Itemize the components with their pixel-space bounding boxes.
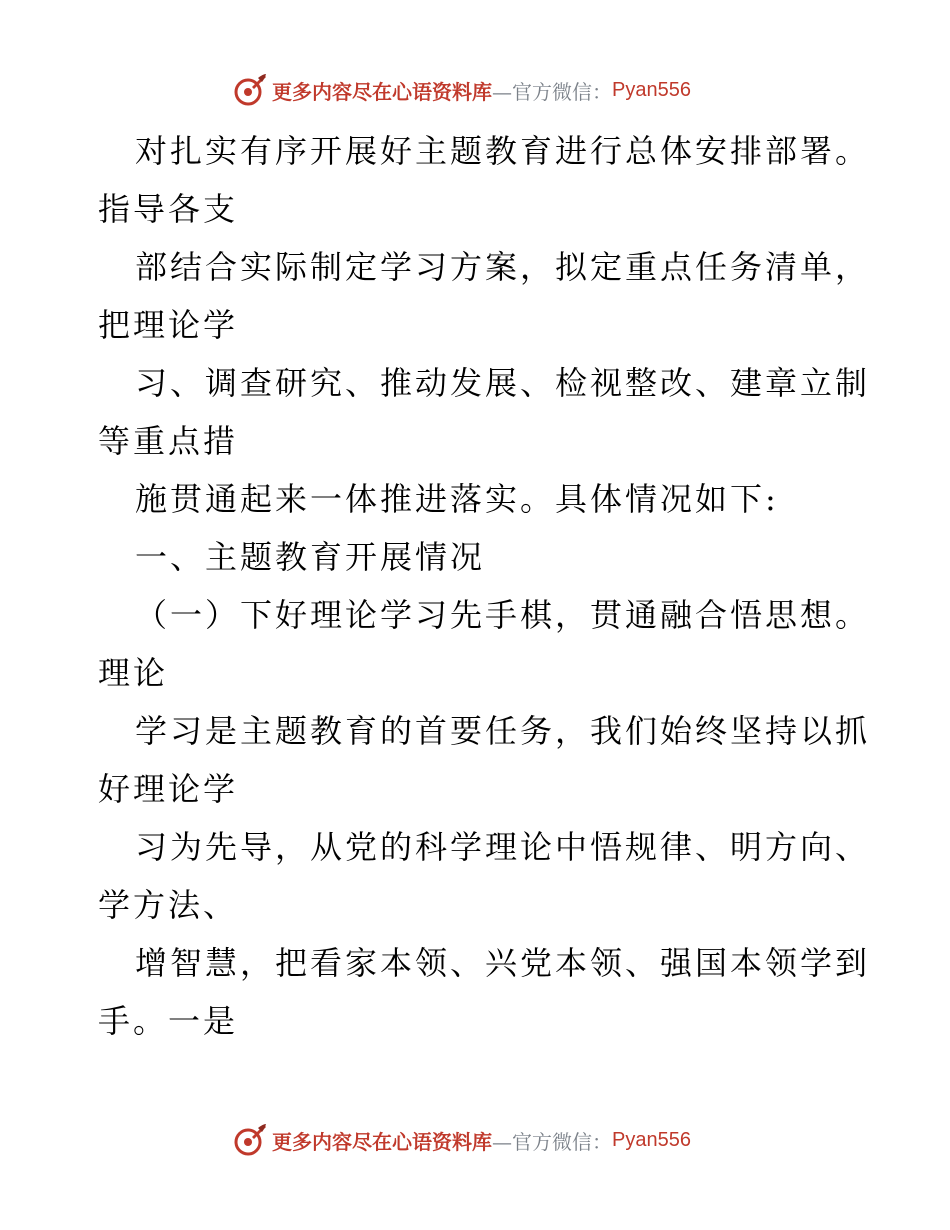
text-line: 部结合实际制定学习方案，拟定重点任务清单，: [135, 248, 871, 286]
text-line: 等重点措: [98, 422, 239, 460]
text-line: 手。一是: [98, 1002, 239, 1040]
watermark-contact-label: —官方微信：: [492, 79, 612, 104]
text-line: 对扎实有序开展好主题教育进行总体安排部署。: [135, 132, 871, 170]
text-line: 指导各支: [98, 190, 239, 228]
text-line: 好理论学: [98, 770, 239, 808]
text-line: 施贯通起来一体推进落实。具体情况如下:: [135, 480, 779, 518]
text-line: 学方法、: [98, 886, 239, 924]
text-line: 习为先导，从党的科学理论中悟规律、明方向、: [135, 828, 871, 866]
document-body: [98, 122, 898, 1050]
watermark-contact-label: —官方微信：: [492, 1129, 612, 1154]
watermark-wechat-id: Pyan556: [612, 78, 691, 101]
text-line: 把理论学: [98, 306, 239, 344]
subsection-heading: （一）下好理论学习先手棋，贯通融合悟思想。: [135, 596, 871, 634]
footer-watermark: [232, 1120, 732, 1160]
pen-nib-circle-icon: [232, 72, 268, 108]
watermark-wechat-id: Pyan556: [612, 1128, 691, 1151]
text-line: 理论: [98, 654, 169, 692]
pen-nib-circle-icon: [232, 1122, 268, 1158]
watermark-site-name: 更多内容尽在心语资料库: [272, 79, 492, 104]
text-line: 习、调查研究、推动发展、检视整改、建章立制: [135, 364, 871, 402]
text-line: 学习是主题教育的首要任务，我们始终坚持以抓: [135, 712, 871, 750]
header-watermark: [232, 70, 732, 110]
section-heading: 一、主题教育开展情况: [135, 538, 486, 576]
text-line: 增智慧，把看家本领、兴党本领、强国本领学到: [135, 944, 871, 982]
watermark-site-name: 更多内容尽在心语资料库: [272, 1129, 492, 1154]
